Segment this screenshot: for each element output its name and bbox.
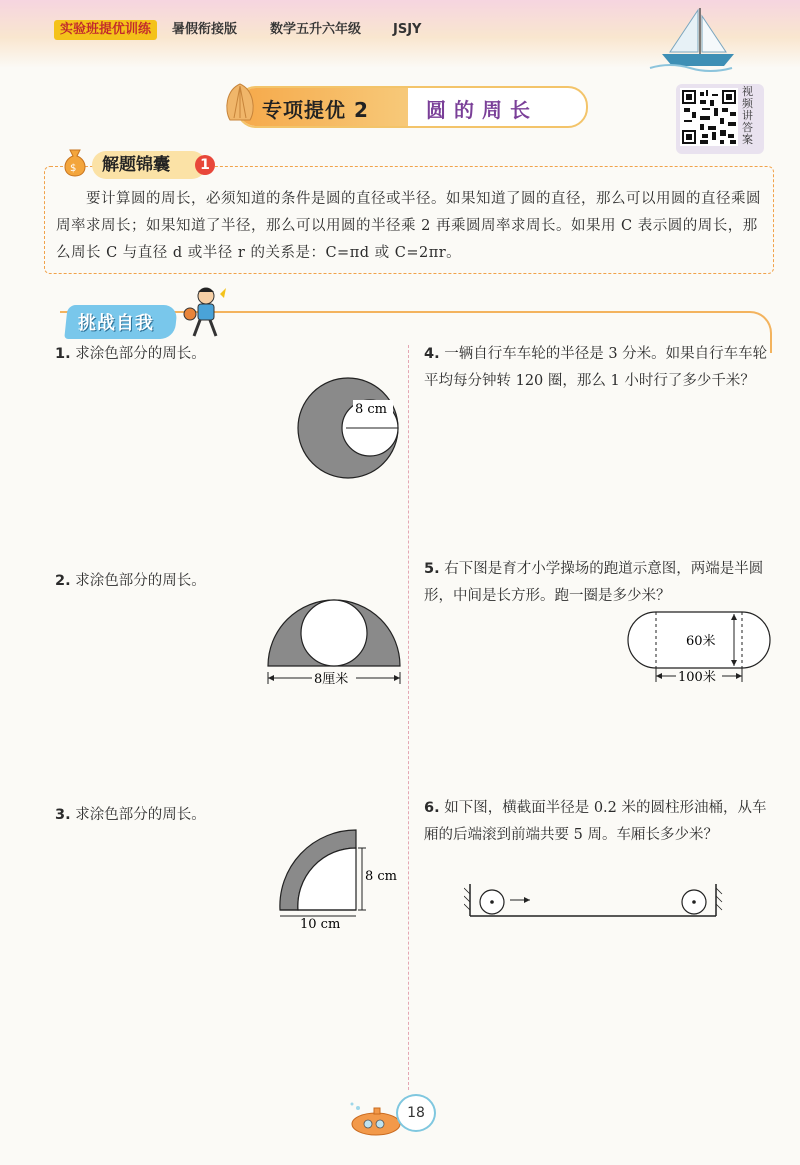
- problem-2: [55, 568, 206, 595]
- tips-text: 要计算圆的周长，必须知道的条件是圆的直径或半径。如果知道了圆的直径，那么可以用圆的直径乘圆周率求周长；如果知道了半径，那么可以用圆的半径乘 2 再乘圆周率求周长。如果用 C 表示圆的周长，那么周长 C 与直径 d 或半径 r 的关系是：C=πd 或 C=2πr。: [56, 191, 761, 261]
- qr-code-icon[interactable]: [680, 88, 738, 146]
- problem-number: 3.: [55, 807, 71, 823]
- money-bag-icon: [60, 144, 90, 178]
- figure-5-height-label: 60米: [686, 634, 716, 649]
- shell-icon: [222, 80, 258, 124]
- boy-running-icon: [176, 286, 230, 342]
- figure-1-label: 8 cm: [355, 402, 388, 417]
- svg-text:$: $: [70, 163, 77, 174]
- problem-text: 求涂色部分的周长。: [75, 573, 206, 589]
- problem-number: 5.: [424, 561, 440, 577]
- problem-6: [424, 795, 776, 849]
- problem-text: 右下图是育才小学操场的跑道示意图，两端是半圆形，中间是长方形。跑一圈是多少米？: [424, 561, 764, 604]
- figure-3-quarter-ring: [268, 822, 408, 934]
- page-number: 18: [396, 1094, 436, 1132]
- figure-5-length-label: 100米: [678, 670, 716, 685]
- figure-6-truck-bed: [464, 880, 724, 922]
- sailboat-icon: [640, 6, 740, 72]
- title-banner: [236, 86, 588, 128]
- problem-5: [424, 556, 776, 610]
- tips-title: 解题锦囊: [92, 151, 206, 179]
- problem-3: [55, 802, 206, 829]
- code-label: JSJY: [393, 22, 422, 37]
- problem-text: 求涂色部分的周长。: [75, 346, 206, 362]
- column-divider: [408, 345, 409, 1090]
- title-left-panel: [238, 88, 408, 126]
- problem-text: 如下图，横截面半径是 0.2 米的圆柱形油桶，从车厢的后端滚到前端共要 5 周。车厢长多少米？: [424, 800, 767, 843]
- subject-label: 数学五升六年级: [270, 22, 362, 37]
- figure-1-circle: [296, 370, 406, 490]
- problem-4: [424, 341, 776, 395]
- page-title: 圆的周长: [426, 98, 538, 122]
- figure-2-semicircle: [260, 592, 408, 692]
- figure-2-label: 8厘米: [314, 672, 349, 687]
- problem-number: 1.: [55, 346, 71, 362]
- problem-text: 求涂色部分的周长。: [75, 807, 206, 823]
- problem-text: 一辆自行车车轮的半径是 3 分米。如果自行车车轮平均每分钟转 120 圈，那么 1 小时行了多少千米？: [424, 346, 768, 389]
- series-badge: 实验班提优训练: [54, 20, 157, 40]
- tips-number-badge: 1: [195, 155, 215, 175]
- qr-label: 视频讲答案: [742, 85, 753, 146]
- problem-number: 2.: [55, 573, 71, 589]
- title-left-text: 专项提优 2: [262, 98, 369, 122]
- figure-3-bottom-label: 10 cm: [300, 917, 341, 932]
- problem-number: 6.: [424, 800, 440, 816]
- edition-label: 暑假衔接版: [172, 22, 238, 37]
- figure-5-running-track: [626, 608, 772, 688]
- challenge-title: 挑战自我: [78, 313, 154, 334]
- problem-1: [55, 341, 206, 368]
- figure-3-side-label: 8 cm: [365, 869, 398, 884]
- problem-number: 4.: [424, 346, 440, 362]
